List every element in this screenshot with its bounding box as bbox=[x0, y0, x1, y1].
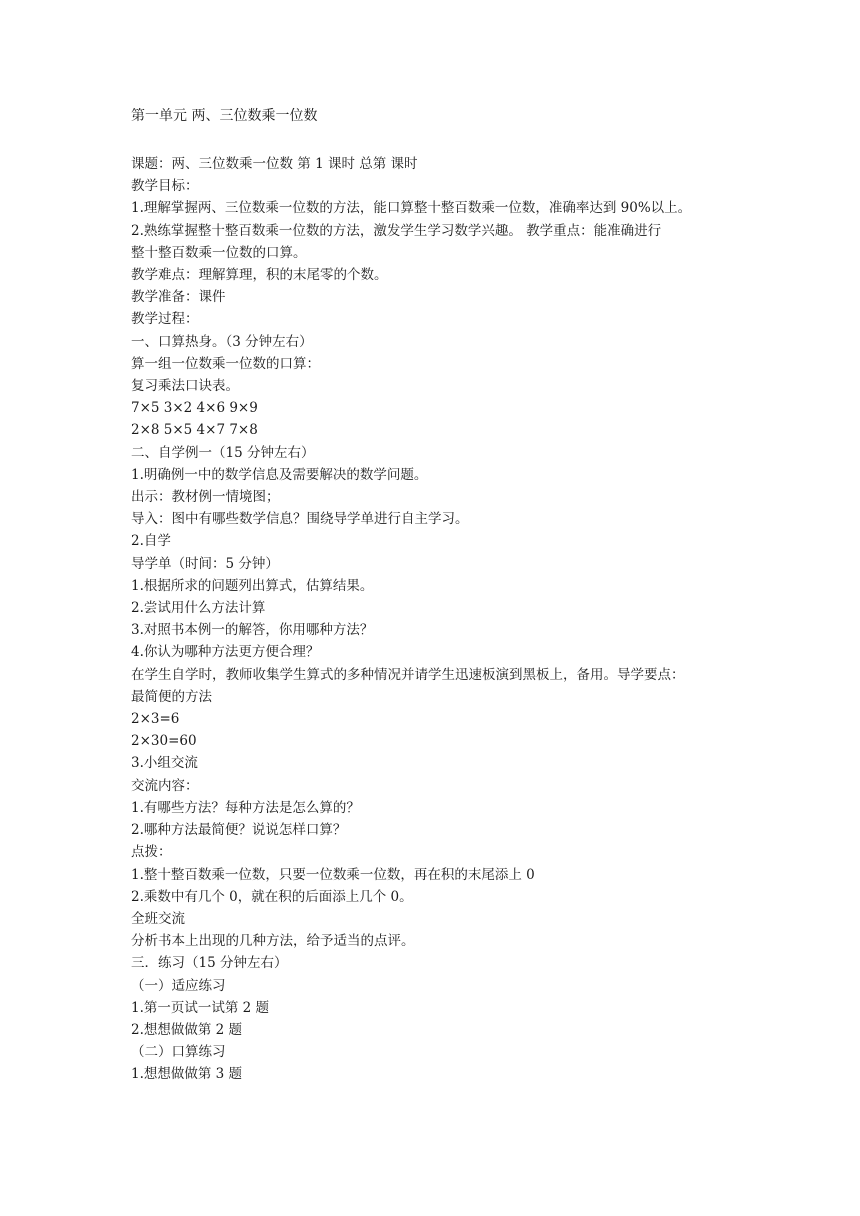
text-line: 交流内容： bbox=[131, 777, 199, 794]
subsection-heading: （二）口算练习 bbox=[131, 1044, 226, 1061]
text-line: 全班交流 bbox=[131, 910, 185, 927]
text-line: 3.小组交流 bbox=[131, 755, 198, 772]
text-line: 出示：教材例一情境图； bbox=[131, 489, 280, 506]
objective-item: 2.熟练掌握整十整百数乘一位数的方法，激发学生学习数学兴趣。 教学重点：能准确进行 bbox=[131, 222, 662, 239]
objectives-heading: 教学目标： bbox=[131, 178, 199, 195]
unit-title: 第一单元 两、三位数乘一位数 bbox=[131, 108, 318, 124]
exercise-item: 1.想想做做第 3 题 bbox=[131, 1066, 243, 1083]
guide-item: 2.尝试用什么方法计算 bbox=[131, 600, 266, 617]
objective-item: 1.理解掌握两、三位数乘一位数的方法，能口算整十整百数乘一位数，准确率达到 90%以上。 bbox=[131, 200, 692, 217]
discussion-item: 1.有哪些方法？每种方法是怎么算的？ bbox=[131, 799, 360, 816]
text-line: 算一组一位数乘一位数的口算： bbox=[131, 355, 320, 372]
exercise-item: 1.第一页试一试第 2 题 bbox=[131, 999, 270, 1016]
calculation-row: 2×8 5×5 4×7 7×8 bbox=[131, 422, 258, 439]
difficulty-line: 教学难点：理解算理，积的末尾零的个数。 bbox=[131, 267, 388, 284]
discussion-item: 2.哪种方法最简便？说说怎样口算？ bbox=[131, 822, 347, 839]
calculation-row: 7×5 3×2 4×6 9×9 bbox=[131, 400, 258, 417]
text-line: 导学单（时间：5 分钟） bbox=[131, 555, 279, 572]
guide-item: 3.对照书本例一的解答，你用哪种方法？ bbox=[131, 622, 374, 639]
lesson-plan-body bbox=[131, 153, 743, 1086]
section-heading: 三．练习（15 分钟左右） bbox=[131, 955, 288, 972]
section-heading: 二、自学例一（15 分钟左右） bbox=[131, 444, 315, 461]
tip-item: 1.整十整百数乘一位数，只要一位数乘一位数，再在积的末尾添上 0 bbox=[131, 866, 535, 883]
text-line: 复习乘法口诀表。 bbox=[131, 378, 239, 395]
tip-item: 2.乘数中有几个 0，就在积的后面添上几个 0。 bbox=[131, 888, 413, 905]
guide-item: 1.根据所求的问题列出算式，估算结果。 bbox=[131, 577, 374, 594]
objective-item-continued: 整十整百数乘一位数的口算。 bbox=[131, 244, 307, 261]
text-line: 最简便的方法 bbox=[131, 688, 212, 705]
lesson-topic-line: 课题：两、三位数乘一位数 第 1 课时 总第 课时 bbox=[131, 156, 418, 172]
process-heading: 教学过程： bbox=[131, 311, 199, 328]
text-line: 分析书本上出现的几种方法，给予适当的点评。 bbox=[131, 933, 415, 950]
text-line: 导入：图中有哪些数学信息？围绕导学单进行自主学习。 bbox=[131, 511, 469, 528]
subsection-heading: （一）适应练习 bbox=[131, 977, 226, 994]
text-line: 2.自学 bbox=[131, 533, 171, 550]
guide-item: 4.你认为哪种方法更方便合理？ bbox=[131, 644, 320, 661]
text-line: 1.明确例一中的数学信息及需要解决的数学问题。 bbox=[131, 466, 428, 483]
preparation-line: 教学准备：课件 bbox=[131, 289, 226, 306]
calculation-row: 2×3=6 bbox=[131, 711, 180, 728]
exercise-item: 2.想想做做第 2 题 bbox=[131, 1021, 243, 1038]
text-line: 点拨： bbox=[131, 844, 172, 861]
text-line: 在学生自学时，教师收集学生算式的多种情况并请学生迅速板演到黑板上，备用。导学要点： bbox=[131, 666, 685, 683]
calculation-row: 2×30=60 bbox=[131, 733, 197, 750]
section-heading: 一、口算热身。（3 分钟左右） bbox=[131, 333, 313, 350]
